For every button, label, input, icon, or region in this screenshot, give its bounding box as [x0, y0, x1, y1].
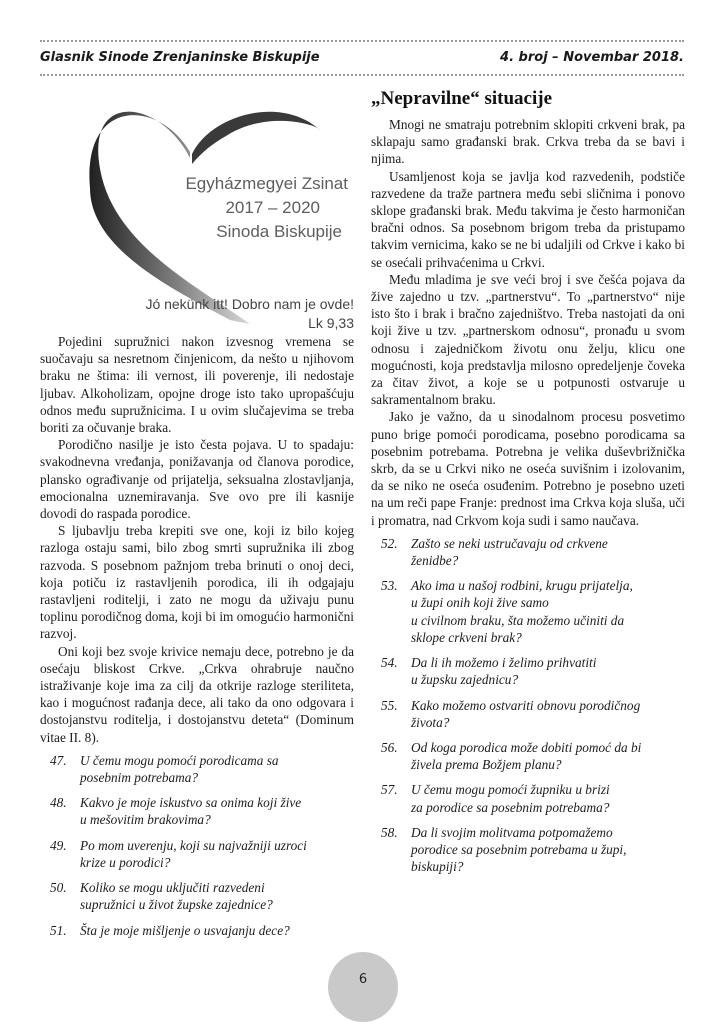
logo-motto: Jó nekünk itt! Dobro nam je ovde!	[145, 296, 354, 312]
left-paragraph-3: S ljubavlju treba krepiti sve one, koji iz bilo kojeg razloga ostaju sami, bilo zbog smrti supružnika ili zbog razvoda. S posebnom pažnjom treba brinuti o onoj deci, koja potiču iz rastavljenih porodica, ili ih odgajaju rastavljeni roditelji, i zato ne mogu da uživaju punu toplinu porodičnog doma, koji bi im omogućio harmonični razvoj.	[40, 523, 354, 642]
logo-text-years: 2017 – 2020	[225, 198, 320, 217]
header-dotted-rule	[40, 74, 684, 76]
question-50: 50. Koliko se mogu uključiti razvedeni supružnici u život župske zajednice?	[50, 880, 273, 913]
page-number-badge	[328, 952, 398, 1022]
logo-text-line3: Sinoda Biskupije	[216, 222, 342, 241]
left-paragraph-1: Pojedini supružnici nakon izvesnog vremena se suočavaju sa nesretnom činjenicom, da nešto u njihovom braku ne štima: ili vernost, ili poverenje, ili nedostaje ljubav. Alkoholizam, opojne droge isto tako upropašćuju odnos među supružnicima. I u ovim slučajevima se treba boriti za očuvanje braka.	[40, 334, 354, 436]
question-48: 48. Kakvo je moje iskustvo sa onima koji žive u mešovitim brakovima?	[50, 795, 302, 828]
section-heading: „Nepravilne“ situacije	[371, 88, 553, 109]
question-52: 52. Zašto se neki ustručavaju od crkvene ženidbe?	[381, 535, 608, 569]
question-56: 56. Od koga porodica može dobiti pomoć da bi živela prema Božjem planu?	[381, 739, 642, 773]
question-53: 53. Ako ima u našoj rodbini, krugu prijatelja, u župi onih koji žive samo u civilnom braku, šta možemo učiniti da sklope crkveni brak?	[381, 578, 633, 645]
left-paragraph-4: Oni koji bez svoje krivice nemaju dece, potrebno je da osećaju bliskost Crkve. „Crkva ohrabruje naučno istraživanje koje ima za cilj da otkrije razloge steriliteta, kao i mogućnost rađanja dece, ali tako da ono odgovara i dostojanstvu roditelja, i dostojanstvu deteta“ (Dominum vitae II. 8).	[40, 643, 354, 745]
page-header	[40, 50, 684, 68]
right-paragraph-3: Među mladima je sve veći broj i sve češća pojava da žive zajedno u tzv. „partnerstvu“. To „partnerstvo“ nije isto što i brak i bračno zajedništvo. Treba nastojati da oni koji žive u tzv. „partnerskom odnosu“, pronađu u svom odnosu i zajedničkom životu onu želju, klicu one mogućnosti, koja predstavlja milosno opredeljenje čoveka za čitav život, a koje se u potpunosti ostvaruje u sakramentalnom braku.	[371, 271, 685, 408]
publication-title: Glasnik Sinode Zrenjaninske Biskupije	[40, 50, 320, 65]
question-55: 55. Kako možemo ostvariti obnovu porodičnog života?	[381, 697, 641, 730]
right-paragraph-2: Usamljenost koja se javlja kod razvedenih, podstiče razvedene da traže partnera među sebi sličnima i ponovo sklope građanski brak. Među takvima je često harmoničan bračni odnos. Sa posebnom brigom treba da pristupamo takvim vernicima, kako se ne bi udaljili od Crkve i kako bi se osećali prihvaćenima u Crkvi.	[371, 168, 685, 270]
question-57: 57. U čemu mogu pomoći župniku u brizi za porodice sa posebnim potrebama?	[381, 782, 610, 815]
logo-text-line1: Egyházmegyei Zsinat	[185, 174, 348, 193]
right-question-list	[371, 535, 685, 875]
left-paragraph-2: Porodično nasilje je isto česta pojava. U to spadaju: svakodnevna vređanja, ponižavanja od članova porodice, plansko ograđivanje od prijatelja, seksualna zlostavljanja, emocionalna uznemiravanja. Sve ovo pre ili kasnije dovodi do raspada porodice.	[40, 437, 354, 522]
left-article-body	[40, 333, 354, 746]
top-dotted-rule	[40, 40, 684, 42]
question-51: 51. Šta je moje mišljenje o usvajanju dece?	[50, 922, 290, 938]
synod-logo	[40, 88, 354, 333]
right-paragraph-4: Jako je važno, da u sinodalnom procesu posvetimo puno brige pomoći porodicama, posebno porodicama sa posebnim potrebama. Potrebna je velika duševbrižnička skrb, da se u Crkvi niko ne oseća suvišnim i izolovanim, da se niko ne oseća osuđenim. Potrebno je posebno uzeti na um reči pape Franje: prednost ima Crkva koja sluša, uči i promatra, nad Crkvom koja sudi i samo naučava.	[371, 409, 685, 528]
issue-date: 4. broj – Novembar 2018.	[500, 50, 684, 65]
question-47: 47. U čemu mogu pomoći porodicama sa posebnim potrebama?	[50, 752, 279, 786]
left-question-list	[40, 752, 354, 939]
right-column	[371, 88, 685, 883]
question-49: 49. Po mom uverenju, koji su najvažniji uzroci krize u porodici?	[50, 837, 307, 870]
left-column	[40, 88, 354, 947]
question-54: 54. Da li ih možemo i želimo prihvatiti u župsku zajednicu?	[381, 655, 597, 688]
page-number: 6	[358, 972, 368, 987]
right-paragraph-1: Mnogi ne smatraju potrebnim sklopiti crkveni brak, pa sklapaju samo građanski brak. Crkva treba da se bavi i njima.	[371, 117, 685, 167]
logo-reference: Lk 9,33	[308, 315, 354, 331]
question-58: 58. Da li svojim molitvama potpomažemo porodice sa posebnim potrebama u župi, biskupiji?	[381, 824, 627, 875]
